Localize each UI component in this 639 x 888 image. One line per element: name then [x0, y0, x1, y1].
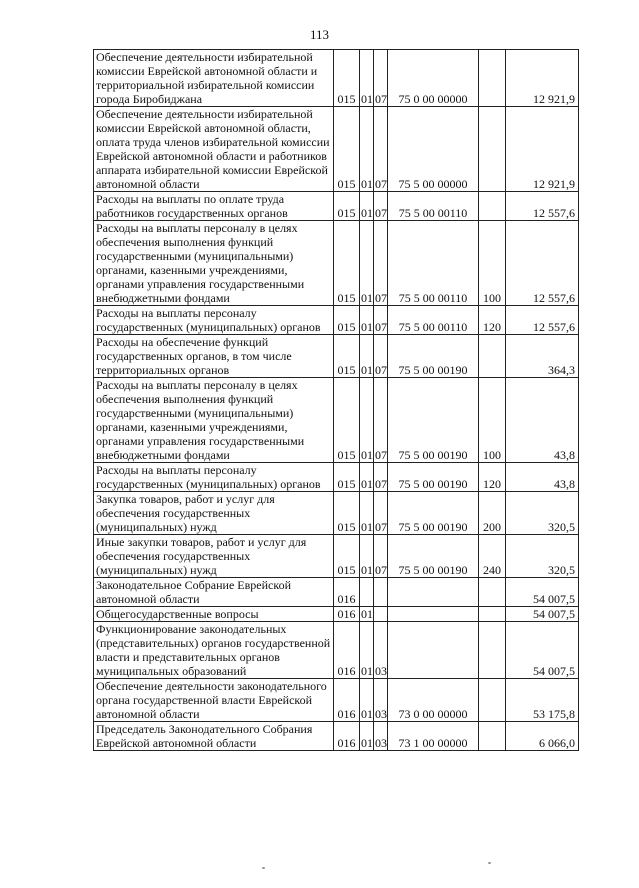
row-name: Функционирование законодательных (представительных) органов государственной власти и представительных органов муниципальных образований: [94, 622, 334, 679]
row-rz-code: 01: [360, 306, 374, 335]
row-gr-code: 015: [334, 192, 360, 221]
row-pr-code: 03: [374, 679, 388, 722]
row-sum: 54 007,5: [506, 622, 579, 679]
row-vr-code: 120: [479, 463, 506, 492]
scan-speck: [262, 867, 265, 869]
row-rz-code: 01: [360, 622, 374, 679]
row-name: Расходы на выплаты персоналу в целях обеспечения выполнения функций государственными (муниципальными) органами, казенными учреждениями, органами управления государственными внебюджетными фондами: [94, 221, 334, 306]
row-cs-code: 75 5 00 00190: [388, 463, 479, 492]
table-row: [94, 607, 579, 622]
row-rz-code: 01: [360, 378, 374, 463]
row-sum: 12 557,6: [506, 221, 579, 306]
table-row: [94, 722, 579, 751]
row-rz-code: 01: [360, 492, 374, 535]
row-sum: 12 557,6: [506, 192, 579, 221]
row-sum: 53 175,8: [506, 679, 579, 722]
row-cs-code: [388, 607, 479, 622]
row-name: Обеспечение деятельности избирательной комиссии Еврейской автономной области, оплата труда членов избирательной комиссии Еврейской автономной области и работников аппарата избирательной комиссии Еврейской автономной области: [94, 107, 334, 192]
row-gr-code: 016: [334, 607, 360, 622]
row-name: Расходы на выплаты персоналу в целях обеспечения выполнения функций государственными (муниципальными) органами, казенными учреждениями, органами управления государственными внебюджетными фондами: [94, 378, 334, 463]
row-cs-code: 75 5 00 00190: [388, 535, 479, 578]
row-vr-code: [479, 578, 506, 607]
row-cs-code: 75 5 00 00190: [388, 492, 479, 535]
row-cs-code: 75 5 00 00110: [388, 221, 479, 306]
row-cs-code: 73 1 00 00000: [388, 722, 479, 751]
row-cs-code: [388, 622, 479, 679]
row-name: Иные закупки товаров, работ и услуг для обеспечения государственных (муниципальных) нужд: [94, 535, 334, 578]
row-rz-code: 01: [360, 107, 374, 192]
row-rz-code: 01: [360, 50, 374, 107]
row-name: Расходы на выплаты персоналу государственных (муниципальных) органов: [94, 306, 334, 335]
row-gr-code: 015: [334, 463, 360, 492]
row-gr-code: 016: [334, 722, 360, 751]
table-body: [94, 50, 579, 751]
row-cs-code: 75 5 00 00190: [388, 335, 479, 378]
row-rz-code: 01: [360, 463, 374, 492]
page-number: 113: [309, 27, 330, 42]
row-rz-code: 01: [361, 607, 373, 621]
row-cs-code: 75 0 00 00000: [388, 50, 479, 107]
row-rz-code: 01: [360, 535, 374, 578]
budget-table: [93, 49, 579, 751]
row-pr-code: 07: [374, 306, 388, 335]
row-vr-code: [479, 107, 506, 192]
row-gr-code: 016: [334, 578, 360, 607]
table-row: [94, 107, 579, 192]
row-gr-code: 015: [334, 306, 360, 335]
row-pr-code: 03: [374, 722, 388, 751]
table-row: [94, 50, 579, 107]
table-row: [94, 306, 579, 335]
row-sum: 12 557,6: [506, 306, 579, 335]
row-name: Закупка товаров, работ и услуг для обеспечения государственных (муниципальных) нужд: [94, 492, 334, 535]
table-row: [94, 578, 579, 607]
row-pr-code: [374, 578, 388, 607]
row-cs-code: 75 5 00 00000: [388, 107, 479, 192]
row-rz-code: [360, 578, 374, 607]
table-row: [94, 463, 579, 492]
row-pr-code: 03: [374, 622, 388, 679]
row-pr-code: 07: [374, 192, 388, 221]
row-pr-code: 07: [374, 107, 388, 192]
row-vr-code: [479, 722, 506, 751]
row-rz-code: 01: [360, 335, 374, 378]
row-sum: 43,8: [506, 463, 579, 492]
row-sum: 12 921,9: [506, 50, 579, 107]
row-gr-code: 015: [334, 335, 360, 378]
row-vr-code: 100: [479, 378, 506, 463]
row-vr-code: [479, 50, 506, 107]
row-pr-code: 07: [374, 378, 388, 463]
row-sum: 364,3: [506, 335, 579, 378]
row-vr-code: 100: [479, 221, 506, 306]
row-gr-code: 015: [334, 50, 360, 107]
row-name: Председатель Законодательного Собрания Еврейской автономной области: [94, 722, 334, 751]
table-row: [94, 535, 579, 578]
table-row: [94, 622, 579, 679]
row-cs-code: 75 5 00 00110: [388, 192, 479, 221]
row-cs-code: 73 0 00 00000: [388, 679, 479, 722]
row-gr-code: 015: [334, 378, 360, 463]
row-name: Законодательное Собрание Еврейской автономной области: [94, 578, 334, 607]
row-pr-code: 07: [374, 335, 388, 378]
row-vr-code: [479, 679, 506, 722]
row-pr-code: 07: [374, 463, 388, 492]
row-gr-code: 015: [334, 221, 360, 306]
table-row: [94, 192, 579, 221]
row-cs-code: [388, 578, 479, 607]
row-rz-code: 01: [360, 221, 374, 306]
row-pr-code: 07: [374, 492, 388, 535]
row-gr-code: 016: [334, 679, 360, 722]
table-row: [94, 335, 579, 378]
row-cs-code: 75 5 00 00110: [388, 306, 479, 335]
row-pr-code: [374, 607, 388, 622]
row-gr-code: 015: [334, 492, 360, 535]
row-sum: 6 066,0: [506, 722, 579, 751]
row-vr-code: [479, 335, 506, 378]
row-sum: 320,5: [506, 535, 579, 578]
row-vr-code: [479, 192, 506, 221]
row-gr-code: 015: [334, 107, 360, 192]
row-name: Расходы на выплаты персоналу государственных (муниципальных) органов: [94, 463, 334, 492]
row-vr-code: [479, 622, 506, 679]
table-row: [94, 378, 579, 463]
row-sum: 54 007,5: [506, 578, 579, 607]
row-gr-code: 016: [334, 622, 360, 679]
row-rz-code: 01: [360, 722, 374, 751]
row-name: Расходы на выплаты по оплате труда работников государственных органов: [94, 192, 334, 221]
row-sum: 43,8: [506, 378, 579, 463]
row-name: Обеспечение деятельности законодательного органа государственной власти Еврейской автономной области: [94, 679, 334, 722]
row-vr-code: 240: [479, 535, 506, 578]
table-row: [94, 221, 579, 306]
row-name: Общегосударственные вопросы: [94, 607, 334, 622]
row-sum: 320,5: [506, 492, 579, 535]
table-row: [94, 492, 579, 535]
row-sum: 12 921,9: [506, 107, 579, 192]
row-cs-code: 75 5 00 00190: [388, 378, 479, 463]
row-pr-code: 07: [374, 221, 388, 306]
row-vr-code: [479, 607, 506, 622]
row-pr-code: 07: [374, 50, 388, 107]
row-vr-code: 120: [479, 306, 506, 335]
row-rz-code: 01: [360, 679, 374, 722]
table-row: [94, 679, 579, 722]
row-gr-code: 015: [334, 535, 360, 578]
row-name: Обеспечение деятельности избирательной комиссии Еврейской автономной области и территориальной избирательной комиссии города Биробиджана: [94, 50, 334, 107]
row-pr-code: 07: [374, 535, 388, 578]
row-sum: 54 007,5: [506, 607, 579, 622]
row-name: Расходы на обеспечение функций государственных органов, в том числе территориальных органов: [94, 335, 334, 378]
row-vr-code: 200: [479, 492, 506, 535]
scan-speck: [488, 862, 491, 864]
row-rz-code: 01: [360, 192, 374, 221]
